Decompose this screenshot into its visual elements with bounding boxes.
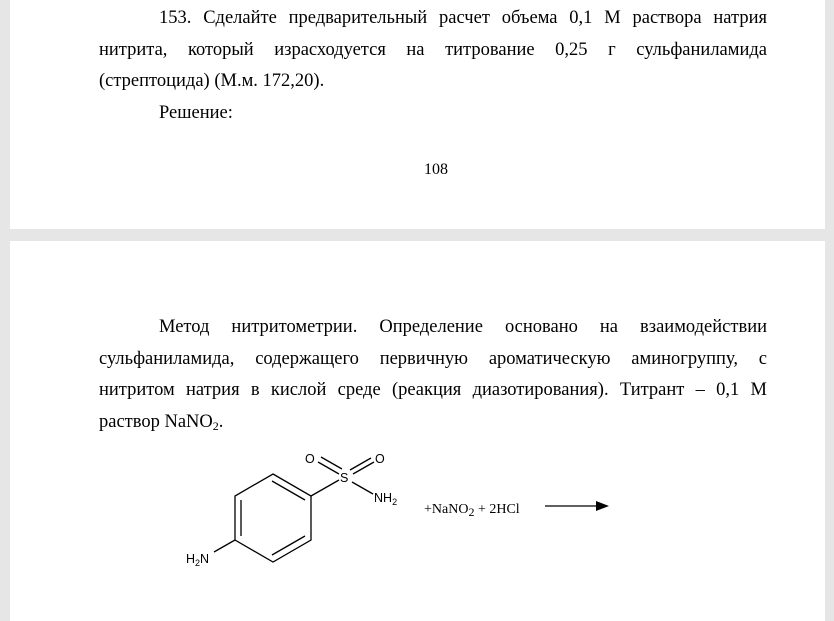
method-last-sub: 2 xyxy=(212,418,219,433)
amide-nh-text: NH xyxy=(374,491,393,505)
reagents-sub: 2 xyxy=(468,505,475,519)
s-o-bond-right-a xyxy=(350,458,371,470)
method-line-3: нитритом натрия в кислой среде (реакция диазотирования). Титрант – 0,1 М xyxy=(99,380,767,400)
s-o-bond-right-b xyxy=(353,462,374,474)
problem-line-3: (стрептоцида) (М.м. 172,20). xyxy=(99,71,325,91)
s-o-bond-left-a xyxy=(318,462,339,474)
problem-line-1: 153. Сделайте предварительный расчет объема 0,1 М раствора натрия xyxy=(159,8,767,28)
reagents-prefix: +NaNO xyxy=(424,502,469,517)
reaction-reagents xyxy=(424,502,520,518)
amine-sub: 2 xyxy=(195,558,201,568)
amide-nh-label xyxy=(374,491,397,507)
reaction-arrow-head xyxy=(596,501,609,511)
method-line-2: сульфаниламида, содержащего первичную ароматическую аминогруппу, с xyxy=(99,348,767,369)
oxygen-left-label: O xyxy=(305,452,315,466)
benzene-ring xyxy=(235,474,311,562)
oxygen-right-label: O xyxy=(375,452,385,466)
sulfur-label: S xyxy=(340,471,349,485)
problem-line-2: нитрита, который израсходуется на титрование 0,25 г сульфаниламида xyxy=(99,39,767,60)
method-last-suffix: . xyxy=(218,411,224,432)
s-o-bond-left-b xyxy=(321,457,342,469)
s-n-bond xyxy=(352,482,373,494)
method-line-1: Метод нитритометрии. Определение основано на взаимодействии xyxy=(159,317,767,337)
solution-heading: Решение: xyxy=(159,103,233,123)
amine-h-text: H xyxy=(186,552,196,566)
amine-n-text: N xyxy=(200,552,210,566)
method-last-prefix: раствор NaNO xyxy=(99,411,213,432)
double-bond-2 xyxy=(272,536,305,555)
amide-sub: 2 xyxy=(392,497,398,507)
double-bond-1 xyxy=(272,481,305,500)
reagents-suffix: + 2HCl xyxy=(474,502,520,517)
c-n-bond xyxy=(214,540,235,552)
page-number: 108 xyxy=(424,161,448,178)
amine-label xyxy=(186,552,209,568)
c-s-bond xyxy=(311,480,339,496)
